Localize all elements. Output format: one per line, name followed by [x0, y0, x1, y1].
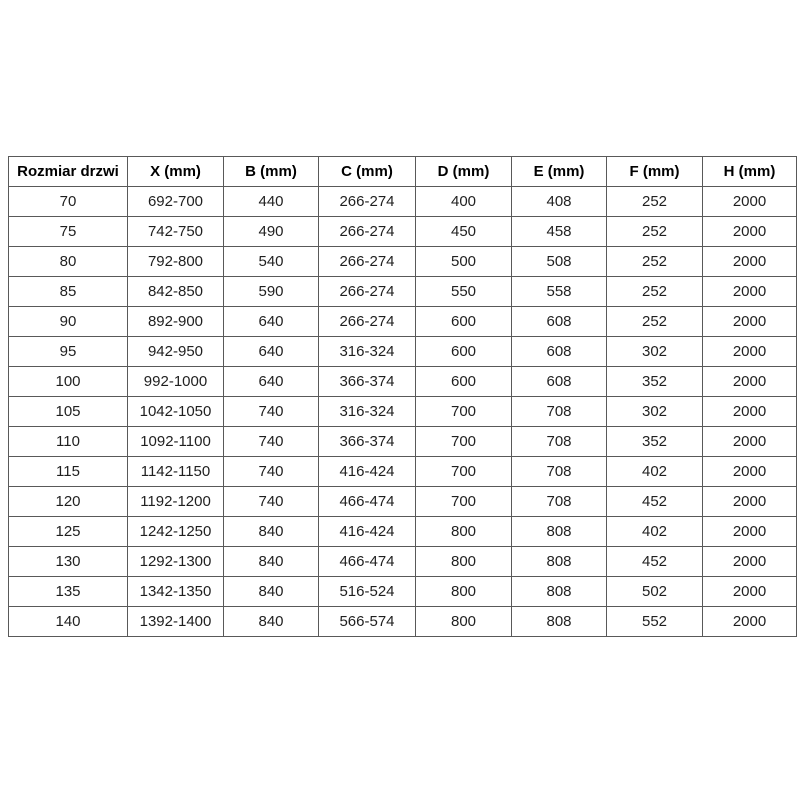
table-cell: 2000	[703, 517, 797, 547]
table-cell: 2000	[703, 547, 797, 577]
table-cell: 352	[607, 367, 703, 397]
table-cell: 120	[9, 487, 128, 517]
table-cell: 600	[416, 367, 512, 397]
table-cell: 266-274	[319, 307, 416, 337]
table-cell: 640	[224, 307, 319, 337]
table-cell: 2000	[703, 187, 797, 217]
table-cell: 125	[9, 517, 128, 547]
table-cell: 2000	[703, 217, 797, 247]
table-cell: 1392-1400	[128, 607, 224, 637]
table-row	[9, 397, 797, 427]
table-row	[9, 277, 797, 307]
table-cell: 708	[512, 487, 607, 517]
column-header-h-mm: H (mm)	[703, 157, 797, 187]
table-cell: 2000	[703, 247, 797, 277]
table-row	[9, 217, 797, 247]
table-body	[9, 187, 797, 637]
table-row	[9, 307, 797, 337]
door-size-table	[8, 156, 797, 637]
table-cell: 416-424	[319, 457, 416, 487]
table-cell: 252	[607, 217, 703, 247]
table-cell: 800	[416, 517, 512, 547]
table-cell: 135	[9, 577, 128, 607]
table-cell: 700	[416, 397, 512, 427]
table-row	[9, 427, 797, 457]
table-cell: 2000	[703, 397, 797, 427]
table-cell: 366-374	[319, 367, 416, 397]
table-cell: 566-574	[319, 607, 416, 637]
table-cell: 740	[224, 457, 319, 487]
table-cell: 502	[607, 577, 703, 607]
column-header-d-mm: D (mm)	[416, 157, 512, 187]
table-row	[9, 247, 797, 277]
table-cell: 808	[512, 517, 607, 547]
table-cell: 366-374	[319, 427, 416, 457]
table-cell: 792-800	[128, 247, 224, 277]
table-cell: 500	[416, 247, 512, 277]
table-cell: 2000	[703, 367, 797, 397]
column-header-c-mm: C (mm)	[319, 157, 416, 187]
table-cell: 95	[9, 337, 128, 367]
column-header-b-mm: B (mm)	[224, 157, 319, 187]
table-cell: 140	[9, 607, 128, 637]
table-cell: 800	[416, 577, 512, 607]
table-cell: 808	[512, 607, 607, 637]
table-cell: 2000	[703, 607, 797, 637]
table-cell: 800	[416, 607, 512, 637]
table-cell: 1292-1300	[128, 547, 224, 577]
table-cell: 800	[416, 547, 512, 577]
table-cell: 600	[416, 337, 512, 367]
table-cell: 1192-1200	[128, 487, 224, 517]
table-cell: 252	[607, 307, 703, 337]
table-cell: 402	[607, 457, 703, 487]
table-cell: 640	[224, 337, 319, 367]
table-cell: 550	[416, 277, 512, 307]
table-cell: 302	[607, 337, 703, 367]
column-header-f-mm: F (mm)	[607, 157, 703, 187]
table-cell: 75	[9, 217, 128, 247]
table-cell: 1342-1350	[128, 577, 224, 607]
table-cell: 302	[607, 397, 703, 427]
table-row	[9, 457, 797, 487]
table-cell: 640	[224, 367, 319, 397]
table-cell: 80	[9, 247, 128, 277]
table-cell: 842-850	[128, 277, 224, 307]
table-row	[9, 337, 797, 367]
table-cell: 692-700	[128, 187, 224, 217]
table-cell: 558	[512, 277, 607, 307]
table-cell: 1242-1250	[128, 517, 224, 547]
table-cell: 90	[9, 307, 128, 337]
table-cell: 466-474	[319, 547, 416, 577]
table-cell: 942-950	[128, 337, 224, 367]
table-cell: 408	[512, 187, 607, 217]
table-cell: 2000	[703, 457, 797, 487]
table-cell: 608	[512, 307, 607, 337]
table-cell: 458	[512, 217, 607, 247]
table-row	[9, 577, 797, 607]
table-cell: 808	[512, 577, 607, 607]
table-cell: 266-274	[319, 217, 416, 247]
table-cell: 266-274	[319, 277, 416, 307]
table-cell: 708	[512, 427, 607, 457]
table-cell: 540	[224, 247, 319, 277]
table-cell: 840	[224, 547, 319, 577]
table-cell: 1092-1100	[128, 427, 224, 457]
table-cell: 316-324	[319, 337, 416, 367]
table-cell: 252	[607, 277, 703, 307]
table-cell: 452	[607, 487, 703, 517]
table-cell: 252	[607, 187, 703, 217]
table-cell: 708	[512, 457, 607, 487]
table-cell: 352	[607, 427, 703, 457]
table-cell: 2000	[703, 307, 797, 337]
table-cell: 400	[416, 187, 512, 217]
table-cell: 840	[224, 517, 319, 547]
table-cell: 808	[512, 547, 607, 577]
table-cell: 416-424	[319, 517, 416, 547]
table-cell: 110	[9, 427, 128, 457]
table-cell: 552	[607, 607, 703, 637]
table-cell: 100	[9, 367, 128, 397]
table-row	[9, 607, 797, 637]
table-cell: 740	[224, 397, 319, 427]
table-row	[9, 517, 797, 547]
table-cell: 1142-1150	[128, 457, 224, 487]
table-cell: 2000	[703, 487, 797, 517]
table-cell: 992-1000	[128, 367, 224, 397]
table-cell: 2000	[703, 277, 797, 307]
table-row	[9, 547, 797, 577]
table-cell: 130	[9, 547, 128, 577]
table-cell: 440	[224, 187, 319, 217]
table-cell: 590	[224, 277, 319, 307]
table-cell: 700	[416, 427, 512, 457]
table-cell: 2000	[703, 577, 797, 607]
table-cell: 466-474	[319, 487, 416, 517]
table-cell: 608	[512, 367, 607, 397]
table-cell: 452	[607, 547, 703, 577]
table-cell: 700	[416, 487, 512, 517]
column-header-rozmiar-drzwi: Rozmiar drzwi	[9, 157, 128, 187]
column-header-x-mm: X (mm)	[128, 157, 224, 187]
table-cell: 708	[512, 397, 607, 427]
table-cell: 70	[9, 187, 128, 217]
header-row	[9, 157, 797, 187]
table-cell: 700	[416, 457, 512, 487]
table-cell: 516-524	[319, 577, 416, 607]
table-cell: 840	[224, 577, 319, 607]
column-header-e-mm: E (mm)	[512, 157, 607, 187]
table-cell: 600	[416, 307, 512, 337]
table-cell: 2000	[703, 427, 797, 457]
table-cell: 740	[224, 487, 319, 517]
table-row	[9, 187, 797, 217]
table-cell: 840	[224, 607, 319, 637]
table-cell: 742-750	[128, 217, 224, 247]
table-cell: 85	[9, 277, 128, 307]
table-cell: 450	[416, 217, 512, 247]
table-cell: 2000	[703, 337, 797, 367]
table-row	[9, 487, 797, 517]
table-cell: 740	[224, 427, 319, 457]
table-cell: 252	[607, 247, 703, 277]
table-cell: 892-900	[128, 307, 224, 337]
table-row	[9, 367, 797, 397]
table-cell: 490	[224, 217, 319, 247]
table-cell: 266-274	[319, 247, 416, 277]
table-cell: 316-324	[319, 397, 416, 427]
table-cell: 508	[512, 247, 607, 277]
table-cell: 402	[607, 517, 703, 547]
table-cell: 105	[9, 397, 128, 427]
table-cell: 608	[512, 337, 607, 367]
table-cell: 266-274	[319, 187, 416, 217]
table-cell: 1042-1050	[128, 397, 224, 427]
table-cell: 115	[9, 457, 128, 487]
